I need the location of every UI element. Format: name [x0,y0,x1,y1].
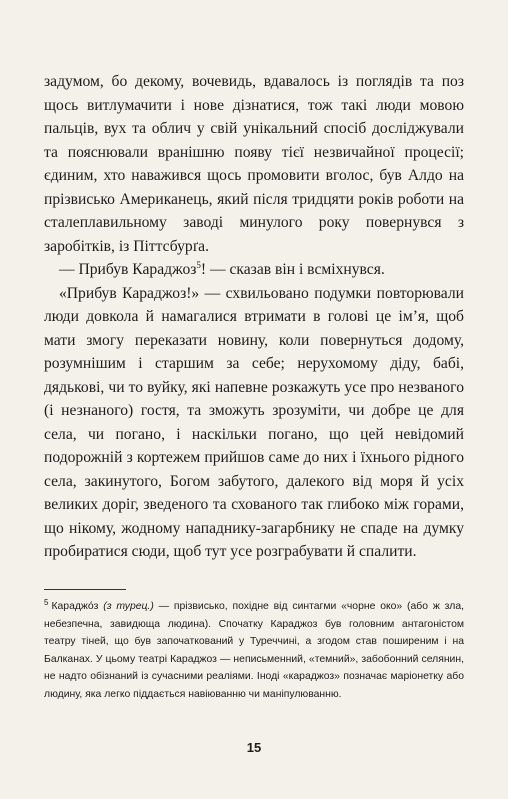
dialogue-end: ! — сказав він і всміхнувся. [200,261,385,278]
footnote-text: — прізвисько, похідне від синтагми «чорне око» (або ж зла, небезпечна, завидюща людина). Спочатку Караджоз був головним антагоністом театру тіней, що був започаткований у Туреччині, а згодом став поширеним і на Балканах. У цьому театрі Караджоз — неписьменний, «темний», забобонний селянин, не надто обізнаний із сучасними реаліями. Іноді «караджоз» позначає маріонетку або людину, яка легко піддається навіюванню чи маніпулюванню. [44,601,464,700]
dialogue-start: — Прибув Караджоз [59,261,197,278]
paragraph-3: «Прибув Караджоз!» — схвильовано подумки повторювали люди довкола й намагалися втримати в голові це ім’я, щоб мати змогу переказати новину, коли повернуться додому, розумнішим і старшим за себе; нерухомому діду, бабі, дядькові, чи то вуйку, які напевне розкажуть усе про незваного (і незнаного) гостя, та зможуть зрозуміти, чи добре це для села, чи погано, і наскільки погано, що цей невідомий подорожній з кортежем прийшов саме до них і їхнього рідного села, закинутого, Богом забутого, далекого від моря й усіх великих доріг, зведеного та схованого так глибоко між горами, що нікому, жодному нападнику-загарбнику не спаде на думку пробиратися сюди, щоб тут усе розграбувати й спалити. [44,284,464,560]
main-text [44,70,464,564]
footnote-source: (з турец.) [103,601,154,612]
footnote-divider [44,589,126,590]
footnote-reference[interactable]: 5 [196,259,201,270]
paragraph-2 [44,258,464,282]
footnote-mark: 5 [44,597,49,607]
page-number: 15 [246,740,262,755]
paragraph-1: задумом, бо декому, вочевидь, вдавалось із поглядів та поз щось витлумачити і нове дізнатися, тож такі люди мовою пальців, вух та облич у свій унікальний спосіб досліджували та пояснювали вранішню появу тієї незвичайної процесії; єдиним, хто наважився щось промовити вголос, був Алдо на прізвисько Американець, який після тридцяти років роботи на сталеплавильному заводі минулого року повернувся з заробітків, із Піттсбурґа. [44,73,464,255]
footnote-term: Караджо́з [51,601,99,612]
footnote [44,598,464,704]
